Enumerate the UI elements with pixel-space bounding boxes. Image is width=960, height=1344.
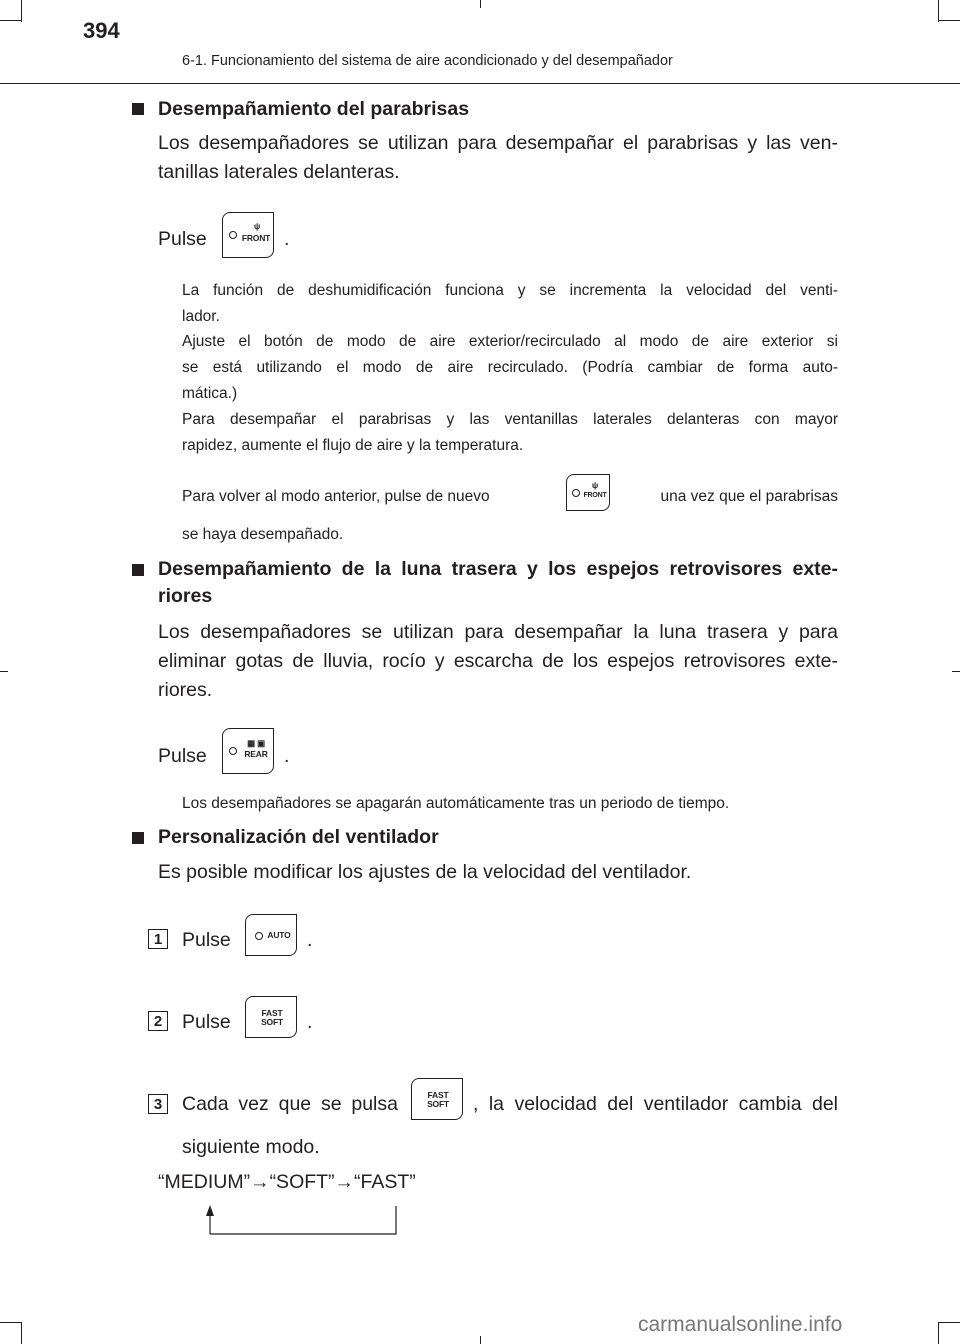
period: . — [284, 745, 290, 767]
section-heading: Personalización del ventilador — [158, 826, 439, 848]
crop-mark — [0, 1322, 22, 1323]
header-rule — [0, 83, 960, 84]
note-line: Para desempañar el parabrisas y las ventanillas laterales delanteras con mayor — [182, 411, 838, 428]
rear-defrost-icon: ▦ ▣ — [247, 738, 265, 748]
indicator-led — [229, 231, 237, 239]
step-number: 3 — [148, 1094, 168, 1114]
speed-sequence: “MEDIUM”→“SOFT”→“FAST” — [158, 1171, 416, 1193]
soft-label: SOFT — [427, 1099, 449, 1109]
section-bullet — [132, 103, 144, 115]
note-line: se haya desempañado. — [182, 526, 344, 543]
paragraph-line: tanillas laterales delanteras. — [158, 161, 400, 183]
fast-label: FAST — [427, 1090, 449, 1100]
crop-mark — [952, 671, 960, 672]
note-line: Los desempañadores se apagarán automáticamente tras un periodo de tiempo. — [182, 795, 730, 812]
paragraph-line: Es posible modificar los ajustes de la velocidad del ventilador. — [158, 861, 692, 883]
fan-speed-button[interactable] — [411, 1078, 463, 1120]
press-label: Pulse — [158, 745, 207, 767]
period: . — [307, 1011, 313, 1033]
fast-label: FAST — [261, 1008, 283, 1018]
step-text: Pulse — [182, 929, 231, 951]
note-line: Ajuste el botón de modo de aire exterior/recirculado al modo de aire exterior si — [182, 333, 838, 350]
crop-mark — [938, 1322, 960, 1323]
crop-mark — [938, 1322, 939, 1344]
front-defogger-button[interactable] — [222, 212, 274, 258]
section-title: 6-1. Funcionamiento del sistema de aire acondicionado y del desempañador — [182, 53, 673, 69]
cycle-arrow-icon — [196, 1202, 406, 1238]
front-label: FRONT — [241, 233, 271, 243]
period: . — [284, 228, 290, 250]
paragraph-line: eliminar gotas de lluvia, rocío y escarcha de los espejos retrovisores exte- — [158, 650, 838, 672]
period: . — [307, 929, 313, 951]
front-label: FRONT — [583, 492, 607, 499]
indicator-led — [572, 489, 580, 497]
section-heading: Desempañamiento del parabrisas — [158, 98, 470, 120]
note-line: lador. — [182, 308, 220, 325]
note-line: mática.) — [182, 385, 238, 402]
rear-label: REAR — [244, 749, 268, 759]
step-text: Cada vez que se pulsa — [182, 1093, 398, 1115]
indicator-led — [229, 747, 237, 755]
paragraph-line: Los desempañadores se utilizan para desempañar el parabrisas y las ven- — [158, 132, 838, 154]
page-number: 394 — [83, 18, 120, 43]
crop-mark — [938, 20, 960, 21]
crop-mark — [938, 0, 939, 22]
section-heading: Desempañamiento de la luna trasera y los espejos retrovisores exte- — [158, 558, 838, 580]
section-bullet — [132, 832, 144, 844]
auto-button[interactable] — [245, 914, 297, 956]
note-line: Para volver al modo anterior, pulse de nuevo — [182, 488, 490, 505]
soft-label: SOFT — [261, 1017, 283, 1027]
crop-mark — [21, 1322, 22, 1344]
crop-mark — [21, 0, 22, 22]
step-text: Pulse — [182, 1011, 231, 1033]
crop-mark — [0, 671, 8, 672]
note-line: La función de deshumidificación funciona y se incrementa la velocidad del venti- — [182, 282, 838, 299]
defrost-icon: ψ — [253, 221, 261, 231]
auto-label: AUTO — [267, 930, 291, 940]
rear-defogger-button[interactable] — [222, 728, 274, 774]
crop-mark — [480, 1336, 481, 1344]
defrost-icon: ψ — [591, 480, 599, 490]
front-defogger-button[interactable] — [566, 474, 610, 511]
crop-mark — [0, 20, 22, 21]
section-heading: riores — [158, 585, 213, 607]
step-text: siguiente modo. — [182, 1136, 320, 1158]
paragraph-line: riores. — [158, 679, 213, 701]
section-bullet — [132, 564, 144, 576]
crop-mark — [480, 0, 481, 8]
step-text: , la velocidad del ventilador cambia del — [473, 1093, 838, 1115]
step-number: 1 — [148, 929, 168, 949]
paragraph-line: Los desempañadores se utilizan para desempañar la luna trasera y para — [158, 621, 838, 643]
indicator-led — [255, 932, 263, 940]
press-label: Pulse — [158, 228, 207, 250]
watermark: carmanualsonline.info — [638, 1313, 843, 1336]
fan-speed-button[interactable] — [245, 996, 297, 1038]
note-line: una vez que el parabrisas — [660, 488, 838, 505]
note-line: se está utilizando el modo de aire recirculado. (Podría cambiar de forma auto- — [182, 359, 838, 376]
note-line: rapidez, aumente el flujo de aire y la temperatura. — [182, 437, 524, 454]
step-number: 2 — [148, 1011, 168, 1031]
